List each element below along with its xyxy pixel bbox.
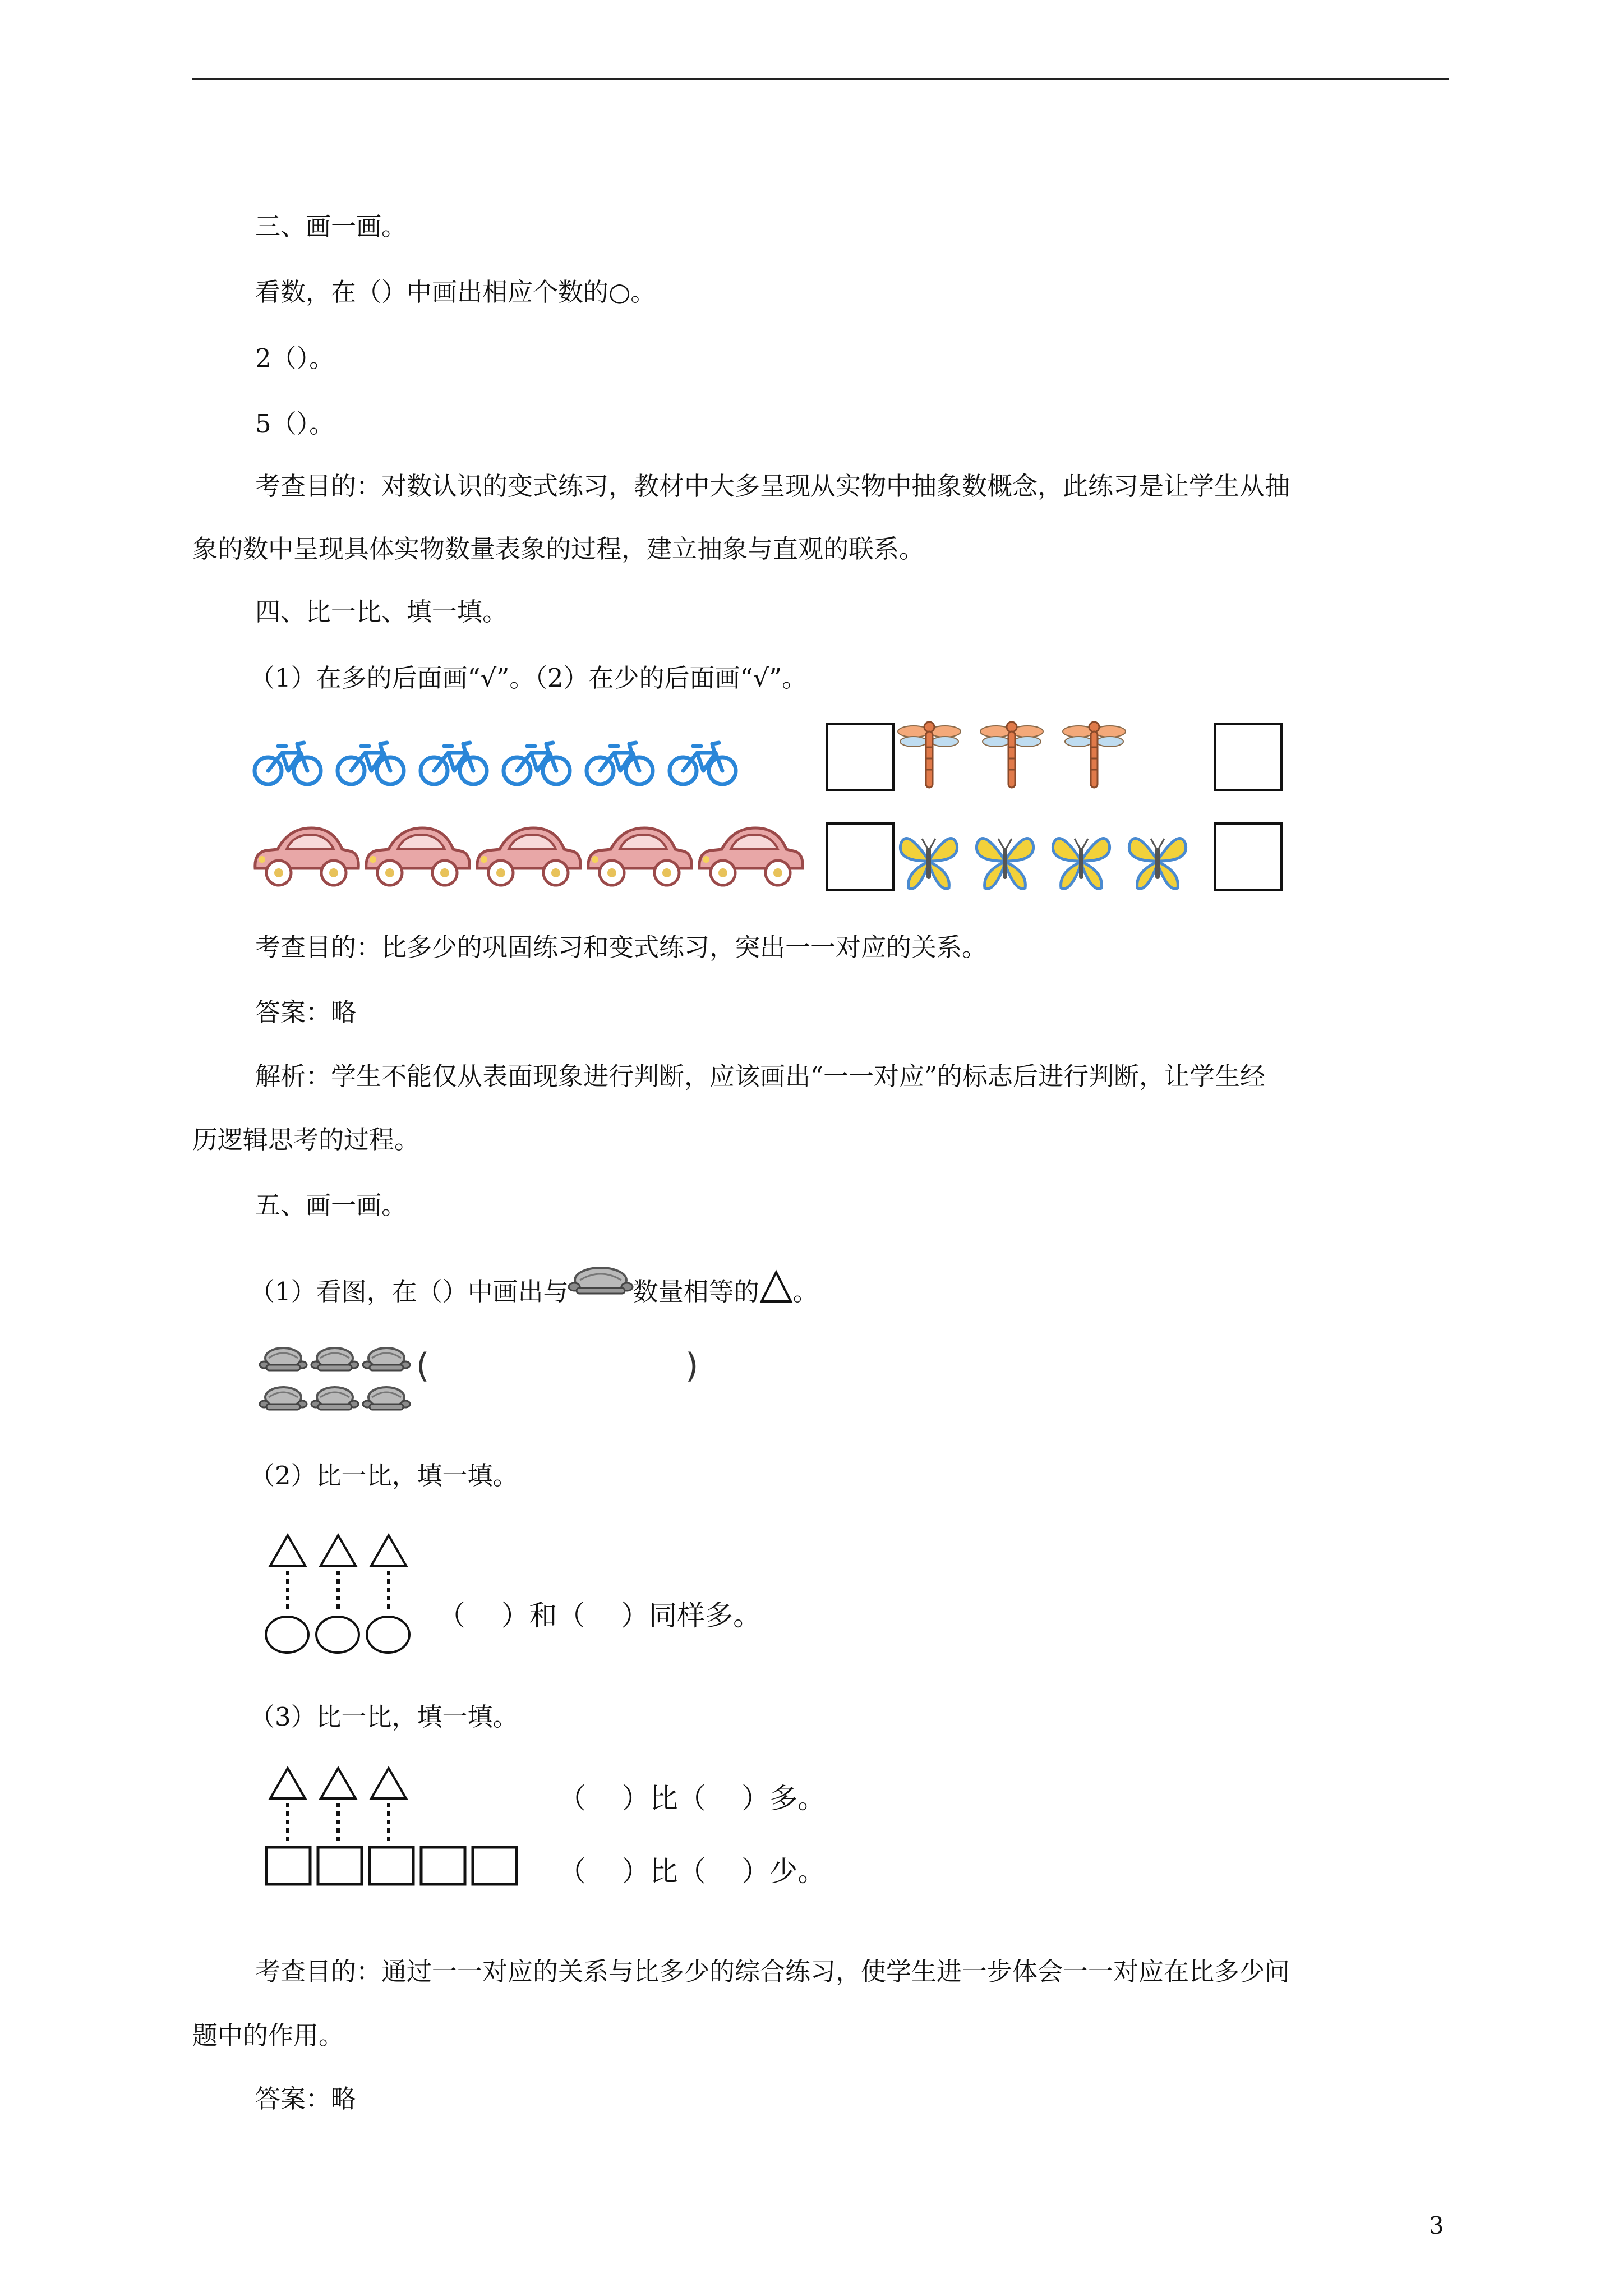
- section-3-item-1: 2（）。: [255, 343, 335, 373]
- section-5-purpose-line-1: 考查目的：通过一一对应的关系与比多少的综合练习，使学生进一步体会一一对应在比多少问: [255, 1957, 1290, 1986]
- square-icon: [316, 1846, 363, 1886]
- turtle-icon: [260, 1343, 307, 1378]
- triangle-icon: [369, 1766, 408, 1801]
- section-4-title: 四、比一比、填一填。: [255, 597, 508, 627]
- triangle-icon: [319, 1533, 358, 1568]
- circle-icon: [314, 1614, 361, 1655]
- q2-fill-text: （ ）和（ ）同样多。: [437, 1599, 762, 1632]
- car-icon: [250, 819, 362, 892]
- bicycle-icon: [417, 733, 490, 789]
- car-icon: [694, 819, 806, 892]
- answer-box-butterflies[interactable]: [1214, 822, 1283, 891]
- bicycle-icon: [334, 733, 407, 789]
- section-4-answer: 答案：略: [255, 997, 357, 1027]
- section-3-purpose-line-2: 象的数中呈现具体实物数量表象的过程，建立抽象与直观的联系。: [192, 534, 925, 564]
- turtle-icon: [311, 1383, 358, 1418]
- dotted-line: [335, 1571, 341, 1612]
- section-5-title: 五、画一画。: [255, 1190, 407, 1220]
- header-rule: [192, 78, 1449, 80]
- q1-paren-right: ): [685, 1346, 699, 1386]
- bicycle-icon: [500, 733, 573, 789]
- butterfly-icon: [971, 827, 1039, 895]
- turtle-icon: [363, 1383, 410, 1418]
- q1-text-end: 。: [792, 1277, 818, 1306]
- section-4-instruction: （1）在多的后面画“√”。（2）在少的后面画“√”。: [250, 663, 808, 693]
- section-3-item-2: 5（）。: [255, 409, 335, 439]
- car-icon: [583, 819, 695, 892]
- square-icon: [265, 1846, 312, 1886]
- butterfly-icon: [895, 827, 962, 895]
- butterfly-icon: [1124, 827, 1191, 895]
- dragonfly-icon: [896, 719, 963, 792]
- page-number: 3: [1429, 2212, 1444, 2239]
- section-4-analysis-line-1: 解析：学生不能仅从表面现象进行判断，应该画出“一一对应”的标志后进行判断，让学生经: [255, 1061, 1266, 1091]
- section-5-purpose-line-2: 题中的作用。: [192, 2021, 344, 2050]
- bicycle-icon: [666, 733, 739, 789]
- q1-paren-left: (: [416, 1346, 430, 1386]
- triangle-icon: [759, 1270, 793, 1303]
- q2-title: （2）比一比，填一填。: [250, 1461, 518, 1490]
- dotted-line: [386, 1571, 391, 1612]
- dotted-line: [285, 1803, 291, 1842]
- dotted-line: [335, 1803, 341, 1842]
- q1-line: [250, 1263, 818, 1308]
- square-icon: [368, 1846, 415, 1886]
- circle-icon: [365, 1614, 412, 1655]
- triangle-icon: [268, 1766, 307, 1801]
- bicycle-icon: [251, 733, 324, 789]
- car-icon: [361, 819, 473, 892]
- butterfly-icon: [1048, 827, 1115, 895]
- section-4-purpose: 考查目的：比多少的巩固练习和变式练习，突出一一对应的关系。: [255, 932, 988, 962]
- dotted-line: [285, 1571, 291, 1612]
- triangle-icon: [268, 1533, 307, 1568]
- section-3-purpose-line-1: 考查目的：对数认识的变式练习，教材中大多呈现从实物中抽象数概念，此练习是让学生从抽: [255, 471, 1290, 501]
- q1-text-middle: 数量相等的: [633, 1277, 759, 1306]
- car-icon: [472, 819, 584, 892]
- turtle-icon: [363, 1343, 410, 1378]
- triangle-icon: [319, 1766, 358, 1801]
- square-icon: [419, 1846, 467, 1886]
- q3-line-2: （ ）比（ ）少。: [558, 1855, 826, 1888]
- dotted-line: [386, 1803, 391, 1842]
- answer-box-bicycles[interactable]: [826, 723, 895, 791]
- answer-box-cars[interactable]: [826, 822, 895, 891]
- bicycle-icon: [583, 733, 656, 789]
- answer-box-dragonflies[interactable]: [1214, 723, 1283, 791]
- turtle-icon: [311, 1343, 358, 1378]
- section-3-title: 三、画一画。: [255, 211, 407, 241]
- triangle-icon: [369, 1533, 408, 1568]
- square-icon: [471, 1846, 518, 1886]
- q3-title: （3）比一比，填一填。: [250, 1702, 518, 1732]
- q1-text-before: （1）看图，在（）中画出与: [250, 1277, 569, 1306]
- circle-icon: [264, 1614, 311, 1655]
- section-4-analysis-line-2: 历逻辑思考的过程。: [192, 1125, 420, 1154]
- turtle-icon: [260, 1383, 307, 1418]
- section-3-instruction: 看数，在（）中画出相应个数的○。: [255, 277, 656, 307]
- dragonfly-icon: [1061, 719, 1128, 792]
- dragonfly-icon: [978, 719, 1045, 792]
- section-5-answer: 答案：略: [255, 2084, 357, 2114]
- q3-line-1: （ ）比（ ）多。: [558, 1782, 826, 1815]
- turtle-icon: [569, 1263, 633, 1296]
